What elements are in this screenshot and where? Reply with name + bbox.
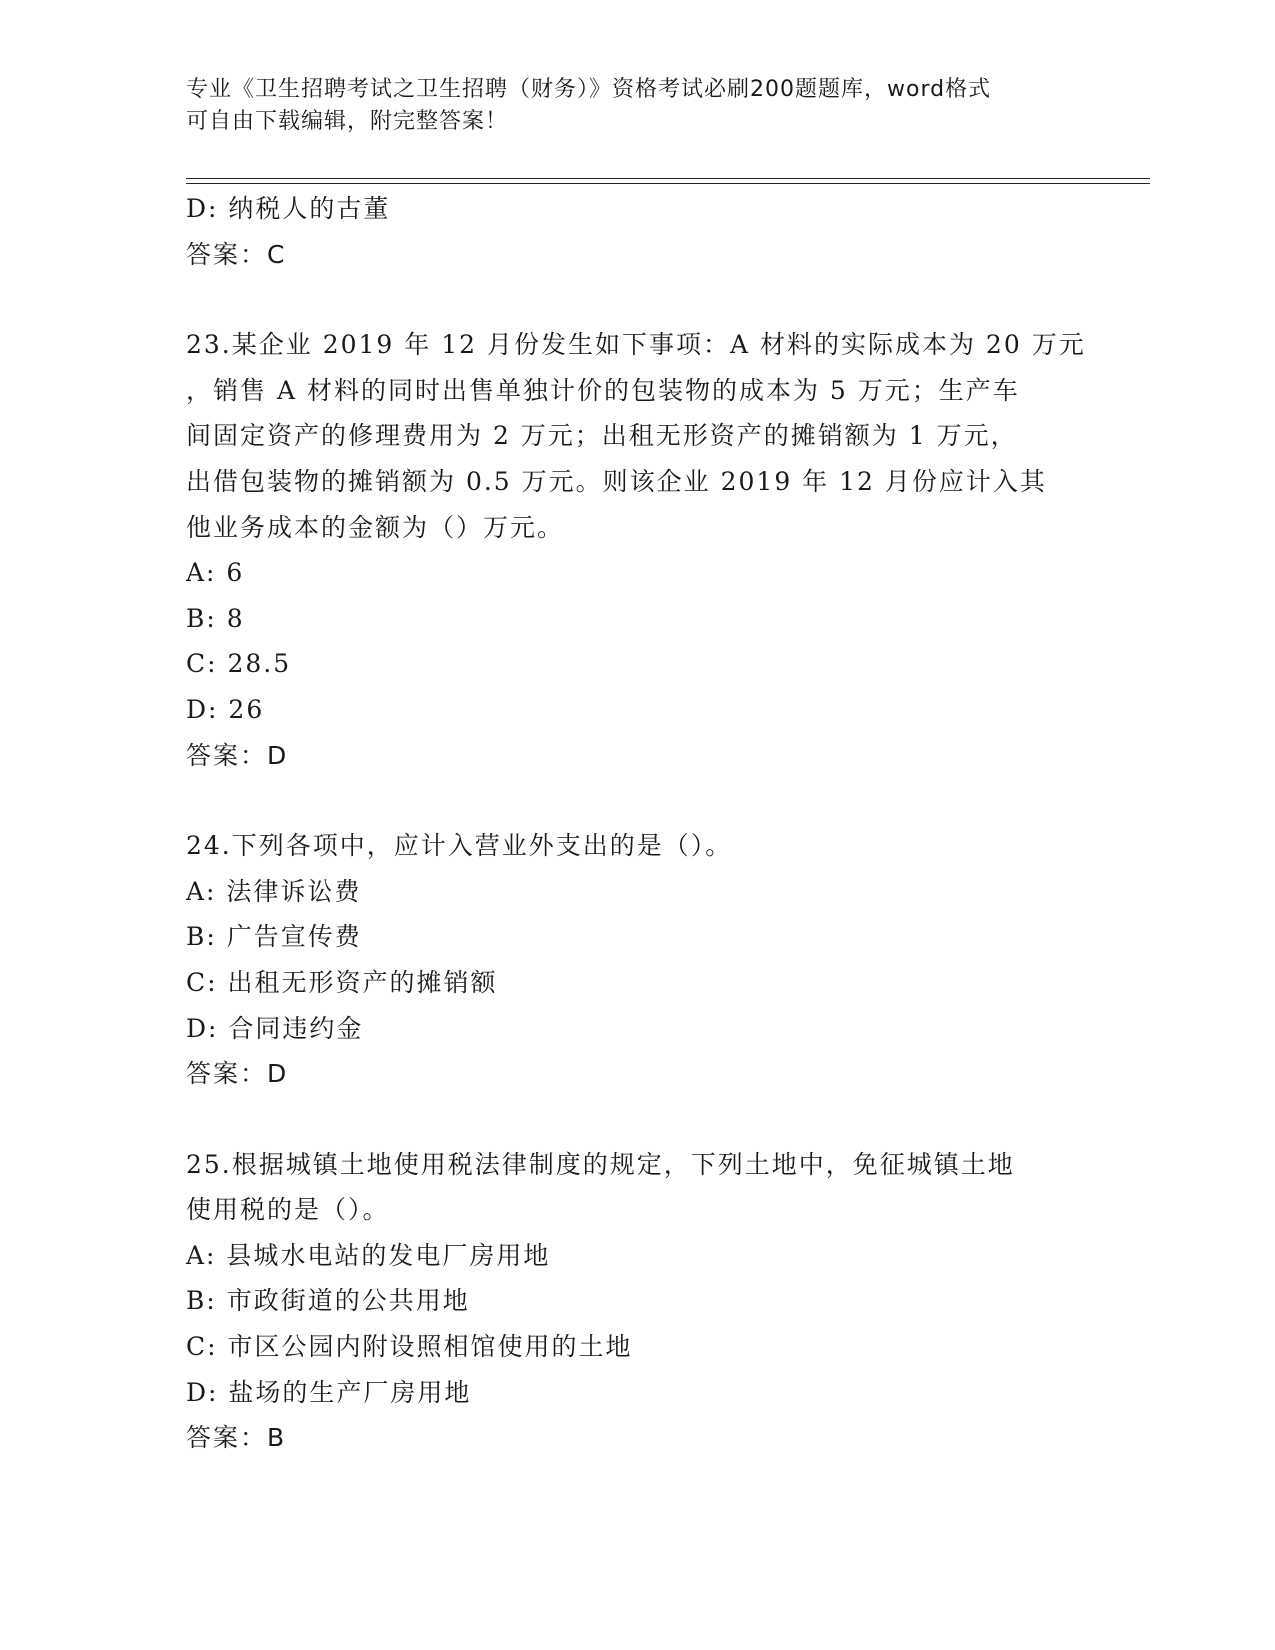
option-a: A: 县城水电站的发电厂房用地 — [186, 1240, 551, 1270]
header-line-1: 专业《卫生招聘考试之卫生招聘（财务）》资格考试必刷200题题库，word格式 — [186, 77, 992, 102]
option-c: C: 出租无形资产的摊销额 — [186, 967, 498, 997]
question-text-line: 出借包装物的摊销额为 0.5 万元。则该企业 2019 年 12 月份应计入其 — [186, 466, 1047, 496]
answer: 答案：D — [186, 740, 289, 770]
option-b: B: 广告宣传费 — [186, 922, 362, 952]
question-text-line: 23.某企业 2019 年 12 月份发生如下事项：A 材料的实际成本为 20 万元 — [186, 330, 1086, 360]
question-25 — [186, 1142, 1086, 1461]
previous-question-tail — [186, 186, 1086, 277]
answer: 答案：C — [186, 239, 287, 269]
option-c: C: 28.5 — [186, 649, 292, 679]
option-d: D: 合同违约金 — [186, 1013, 364, 1043]
header-line-2: 可自由下载编辑，附完整答案！ — [186, 109, 509, 134]
header-divider — [186, 178, 1150, 184]
question-23 — [186, 322, 1086, 778]
spacer — [186, 778, 1086, 823]
spacer — [186, 277, 1086, 322]
question-text-line: 他业务成本的金额为（）万元。 — [186, 512, 565, 542]
option-d: D: 26 — [186, 694, 265, 724]
option-b: B: 8 — [186, 603, 245, 633]
page-header — [186, 74, 1066, 138]
question-text-line: 24.下列各项中，应计入营业外支出的是（）。 — [186, 831, 733, 861]
document-body — [186, 186, 1086, 1461]
question-24 — [186, 823, 1086, 1097]
answer: 答案：B — [186, 1423, 287, 1453]
question-text-line: 使用税的是（）。 — [186, 1195, 390, 1225]
option-d: D: 盐场的生产厂房用地 — [186, 1377, 472, 1407]
answer: 答案：D — [186, 1059, 289, 1089]
question-text-line: 25.根据城镇土地使用税法律制度的规定，下列土地中，免征城镇土地 — [186, 1149, 1015, 1179]
option-a: A: 法律诉讼费 — [186, 876, 362, 906]
option-c: C: 市区公园内附设照相馆使用的土地 — [186, 1332, 633, 1362]
question-text-line: ，销售 A 材料的同时出售单独计价的包装物的成本为 5 万元；生产车 — [186, 375, 1020, 405]
option-b: B: 市政街道的公共用地 — [186, 1286, 470, 1316]
option-d: D: 纳税人的古董 — [186, 194, 391, 223]
spacer — [186, 1097, 1086, 1142]
question-text-line: 间固定资产的修理费用为 2 万元；出租无形资产的摊销额为 1 万元， — [186, 421, 1018, 451]
option-a: A: 6 — [186, 558, 245, 588]
